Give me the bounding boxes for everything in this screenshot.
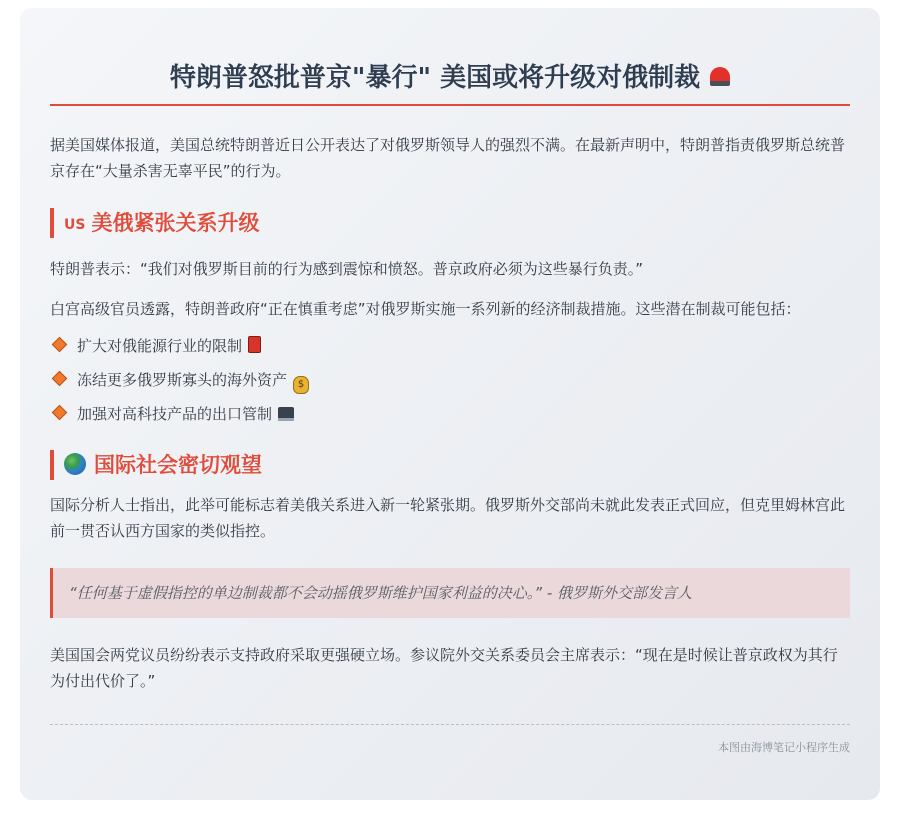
- fuel-pump-icon: [248, 336, 261, 353]
- money-bag-icon: $: [293, 376, 309, 394]
- section-heading-international: [50, 450, 850, 480]
- section-heading-us-russia: [50, 208, 850, 238]
- sanctions-list: [50, 334, 850, 426]
- list-item: [50, 334, 850, 358]
- footer-credit: 本图由海博笔记小程序生成: [718, 741, 850, 754]
- globe-icon: [64, 453, 86, 475]
- us-flag-icon: US: [64, 217, 86, 233]
- blockquote: “任何基于虚假指控的单边制裁都不会动摇俄罗斯维护国家利益的决心。” - 俄罗斯外交部发言人: [50, 568, 850, 618]
- laptop-icon: [278, 407, 294, 421]
- trump-statement: 特朗普表示：“我们对俄罗斯目前的行为感到震惊和愤怒。普京政府必须为这些暴行负责。”: [50, 260, 644, 278]
- diamond-bullet-icon: [52, 405, 68, 421]
- title-divider: [50, 104, 850, 106]
- section-heading-text: 国际社会密切观望: [94, 453, 262, 477]
- list-item-text: 加强对高科技产品的出口管制: [77, 405, 273, 423]
- diamond-bullet-icon: [52, 337, 68, 353]
- list-item: [50, 368, 850, 392]
- list-item: [50, 402, 850, 426]
- whitehouse-paragraph: 白宫高级官员透露，特朗普政府“正在慎重考虑”对俄罗斯实施一系列新的经济制裁措施。这些潜在制裁可能包括：: [50, 300, 801, 318]
- footer-divider: [50, 724, 850, 725]
- article-title: [50, 8, 850, 96]
- article-title-text: 特朗普怒批普京"暴行" 美国或将升级对俄制裁: [169, 63, 701, 93]
- section-heading-text: 美俄紧张关系升级: [91, 211, 260, 235]
- congress-paragraph: 美国国会两党议员纷纷表示支持政府采取更强硬立场。参议院外交关系委员会主席表示：“现在是时候让普京政权为其行为付出代价了。”: [50, 646, 838, 690]
- analysis-paragraph: 国际分析人士指出，此举可能标志着美俄关系进入新一轮紧张期。俄罗斯外交部尚未就此发表正式回应，但克里姆林宫此前一贯否认西方国家的类似指控。: [50, 496, 846, 540]
- siren-icon: [710, 67, 730, 86]
- lead-paragraph: 据美国媒体报道，美国总统特朗普近日公开表达了对俄罗斯领导人的强烈不满。在最新声明中，特朗普指责俄罗斯总统普京存在“大量杀害无辜平民”的行为。: [50, 136, 846, 180]
- article-card: [20, 8, 880, 800]
- list-item-text: 冻结更多俄罗斯寡头的海外资产: [77, 371, 288, 389]
- list-item-text: 扩大对俄能源行业的限制: [77, 337, 243, 355]
- diamond-bullet-icon: [52, 371, 68, 387]
